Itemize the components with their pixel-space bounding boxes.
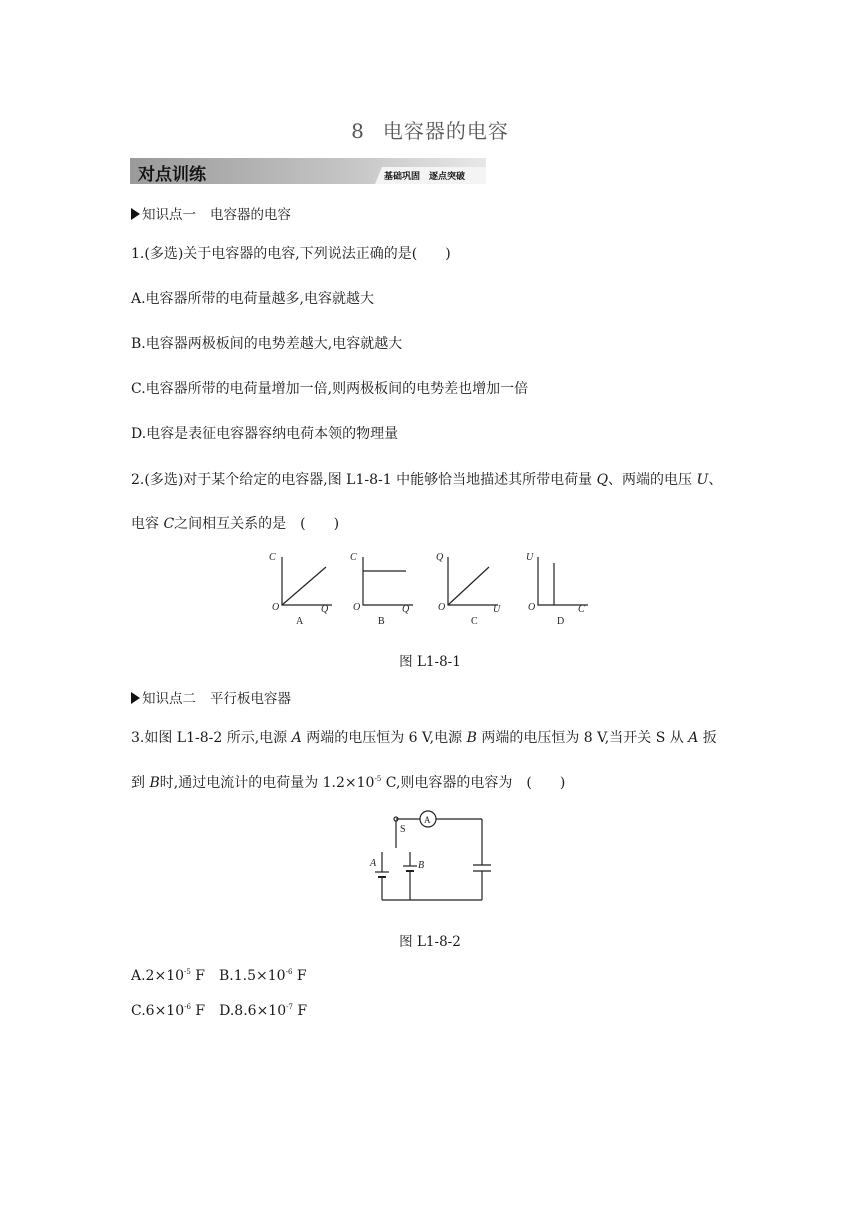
option-c: C.6×10 [131,1003,185,1019]
graph-c-y-label: Q [436,552,444,563]
q3-text: C,则电容器的电容为 ( ) [381,775,566,791]
figure-graphs [260,545,600,630]
title-text: 电容器的电容 [382,119,509,143]
q2-var-c: C [163,516,175,532]
graph-d-axes [538,557,588,605]
graph-a-y-label: C [269,552,276,563]
option-a-unit: F [190,968,206,984]
q3-text: 3.如图 L1-8-2 所示,电源 [131,730,292,746]
figure1-caption: 图 L1-8-1 [399,654,461,670]
q3-text: 两端的电压恒为 6 V,电源 [301,730,467,746]
q1-option-a: A.电容器所带的电荷量越多,电容就越大 [131,291,375,307]
q1-option-b: B.电容器两极板间的电势差越大,电容就越大 [131,336,403,352]
q3-stem-line2 [131,772,565,792]
graph-b-axes [363,557,413,605]
q1-option-c: C.电容器所带的电荷量增加一倍,则两极板间的电势差也增加一倍 [131,381,529,397]
q3-text: 扳 [698,730,717,746]
q2-var-u: U [696,472,709,488]
banner-label: 对点训练 [138,165,206,185]
kp2-label: 知识点二 [142,691,196,707]
option-a: A.2×10 [131,968,185,984]
graph-a-x-label: Q [321,604,329,615]
q2-var-q: Q [596,472,609,488]
q3-var-a: A [291,730,302,746]
option-a-exponent: -5 [184,968,191,976]
q2-text: 电容 [131,516,164,532]
graph-d-x-label: C [578,604,585,615]
q2-text: 、 [708,472,723,488]
source-a-label: A [370,858,377,869]
switch-label: S [400,824,406,835]
graph-b-label: B [378,616,385,627]
knowledge-point-1 [131,203,291,223]
option-c-unit: F [190,1003,206,1019]
q3-var-b: B [149,775,160,791]
q3-text: 时,通过电流计的电荷量为 1.2×10 [159,775,375,791]
graph-b-y-label: C [350,552,357,563]
triangle-marker-icon [131,208,140,220]
option-d-exponent: -7 [286,1003,293,1011]
q3-text: 到 [131,775,150,791]
graph-a-line [282,567,326,605]
option-b-unit: F [292,968,307,984]
source-b-label: B [418,860,425,871]
q3-var-b: B [466,730,477,746]
graph-c-origin: O [438,602,446,613]
q2-stem-line1 [131,469,722,489]
graph-d-y-label: U [526,552,534,563]
banner-subtitle: 基础巩固 逐点突破 [384,172,466,182]
q3-var-a: A [688,730,699,746]
graph-b-x-label: Q [402,604,410,615]
option-c-exponent: -6 [184,1003,191,1011]
q3-options-row1 [131,968,307,984]
option-b-exponent: -6 [285,968,293,976]
figure-circuit [362,808,492,908]
triangle-marker-icon [131,692,140,704]
q3-options-row2 [131,1003,307,1019]
q2-text: 之间相互关系的是 ( ) [174,516,340,532]
graph-a-label: A [296,616,304,627]
option-d: D.8.6×10 [219,1003,287,1019]
page-title [0,115,860,144]
ammeter-label: A [424,815,431,825]
kp1-label: 知识点一 [142,207,196,223]
q1-stem: 1.(多选)关于电容器的电容,下列说法正确的是( ) [131,246,451,262]
kp2-name: 平行板电容器 [210,691,291,707]
graph-c-line [448,567,489,605]
option-b: B.1.5×10 [219,968,286,984]
graph-d-label: D [557,616,565,627]
q3-stem-line1 [131,727,717,747]
option-d-unit: F [292,1003,308,1019]
knowledge-point-2 [131,687,291,707]
q2-stem-line2 [131,513,339,533]
graph-b-origin: O [353,602,361,613]
kp1-name: 电容器的电容 [210,207,291,223]
q2-text: 2.(多选)对于某个给定的电容器,图 L1-8-1 中能够恰当地描述其所带电荷量 [131,472,597,488]
graph-c-x-label: U [493,604,501,615]
graph-d-origin: O [528,602,536,613]
graph-c-label: C [471,616,478,627]
figure2-caption: 图 L1-8-2 [399,934,461,950]
q3-exponent: -5 [374,775,382,783]
q3-text: 两端的电压恒为 8 V,当开关 S 从 [476,730,689,746]
q2-text: 、两端的电压 [608,472,697,488]
graph-a-origin: O [272,602,280,613]
section-banner [130,158,486,184]
title-number: 8 [351,119,365,143]
q1-option-d: D.电容是表征电容器容纳电荷本领的物理量 [131,426,399,442]
